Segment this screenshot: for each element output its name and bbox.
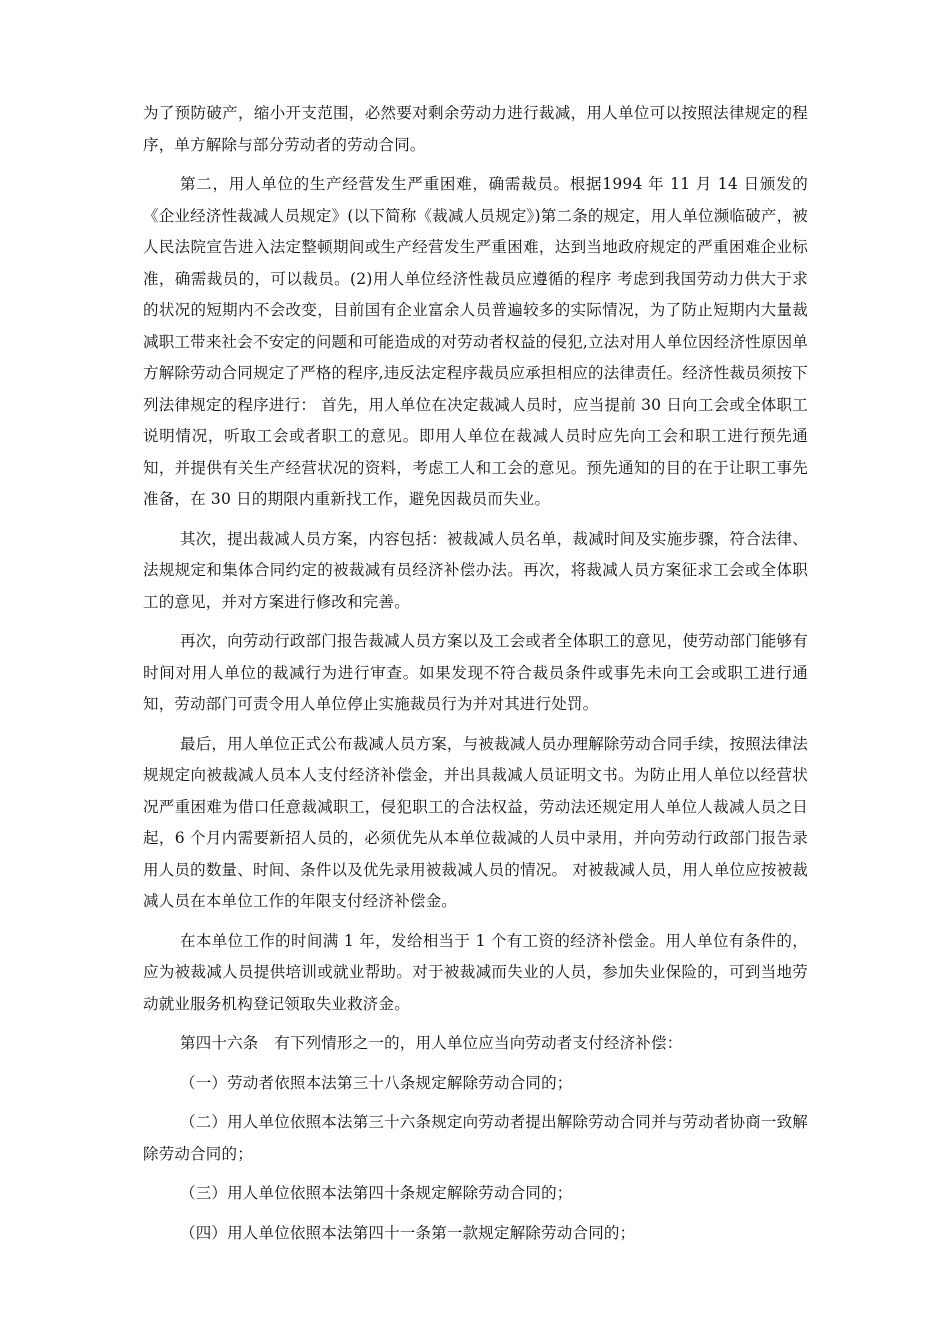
paragraph: 在本单位工作的时间满 1 年，发给相当于 1 个有工资的经济补偿金。用人单位有条件的，应为被裁减人员提供培训或就业帮助。对于被裁减而失业的人员，参加失业保险的，可到当地劳动就业服务机构登记领取失业救济金。 <box>143 931 808 1013</box>
paragraph: 再次，向劳动行政部门报告裁减人员方案以及工会或者全体职工的意见，使劳动部门能够有时间对用人单位的裁减行为进行审查。如果发现不符合裁员条件或事先未向工会或职工进行通知，劳动部门可责令用人单位停止实施裁员行为并对其进行处罚。 <box>143 632 809 713</box>
paragraph: 最后，用人单位正式公布裁减人员方案，与被裁减人员办理解除劳动合同手续，按照法律法规规定向被裁减人员本人支付经济补偿金，并出具裁减人员证明文书。为防止用人单位以经营状况严重困难为借口任意裁减职工，侵犯职工的合法权益，劳动法还规定用人单位人裁减人员之日起，6 个月内需要新招人员的，必须优先从本单位裁减的人员中录用，并向劳动行政部门报告录用人员的数量、时间、条件以及优先录用被裁减人员的情况。 对被裁减人员，用人单位应按被裁减人员在本单位工作的年限支付经济补偿金。 <box>143 734 809 910</box>
paragraph: 为了预防破产，缩小开支范围，必然要对剩余劳动力进行裁减，用人单位可以按照法律规定的程序，单方解除与部分劳动者的劳动合同。 <box>143 104 808 154</box>
list-item: （三）用人单位依照本法第四十条规定解除劳动合同的； <box>180 1184 573 1202</box>
article-heading: 第四十六条 有下列情形之一的，用人单位应当向劳动者支付经济补偿： <box>180 1034 683 1052</box>
list-item: （一）劳动者依照本法第三十八条规定解除劳动合同的； <box>180 1073 573 1092</box>
list-item: （二）用人单位依照本法第三十六条规定向劳动者提出解除劳动合同并与劳动者协商一致解除劳动合同的； <box>143 1113 809 1163</box>
document-body <box>143 98 808 1257</box>
paragraph: 第二，用人单位的生产经营发生严重困难，确需裁员。根据1994 年 11 月 14 日颁发的《企业经济性裁减人员规定》(以下简称《裁减人员规定》)第二条的规定，用人单位濒临破产，被人民法院宣告进入法定整顿期间或生产经营发生严重困难，达到当地政府规定的严重困难企业标准，确需裁员的，可以裁员。(2)用人单位经济性裁员应遵循的程序 考虑到我国劳动力供大于求的状况的短期内不会改变，目前国有企业富余人员普遍较多的实际情况，为了防止短期内大量裁减职工带来社会不安定的问题和可能造成的对劳动者权益的侵犯,立法对用人单位因经济性原因单方解除劳动合同规定了严格的程序,违反法定程序裁员应承担相应的法律责任。经济性裁员须按下列法律规定的程序进行： 首先，用人单位在决定裁减人员时，应当提前 30 日向工会或全体职工说明情况，听取工会或者职工的意见。即用人单位在裁减人员时应先向工会和职工进行预先通知，并提供有关生产经营状况的资料，考虑工人和工会的意见。预先通知的目的在于让职工事先准备，在 30 日的期限内重新找工作，避免因裁员而失业。 <box>143 175 808 508</box>
paragraph: 其次，提出裁减人员方案，内容包括：被裁减人员名单，裁减时间及实施步骤，符合法律、法规规定和集体合同约定的被裁减有员经济补偿办法。再次，将裁减人员方案征求工会或全体职工的意见，并对方案进行修改和完善。 <box>143 529 809 611</box>
list-item: （四）用人单位依照本法第四十一条第一款规定解除劳动合同的； <box>180 1223 636 1242</box>
